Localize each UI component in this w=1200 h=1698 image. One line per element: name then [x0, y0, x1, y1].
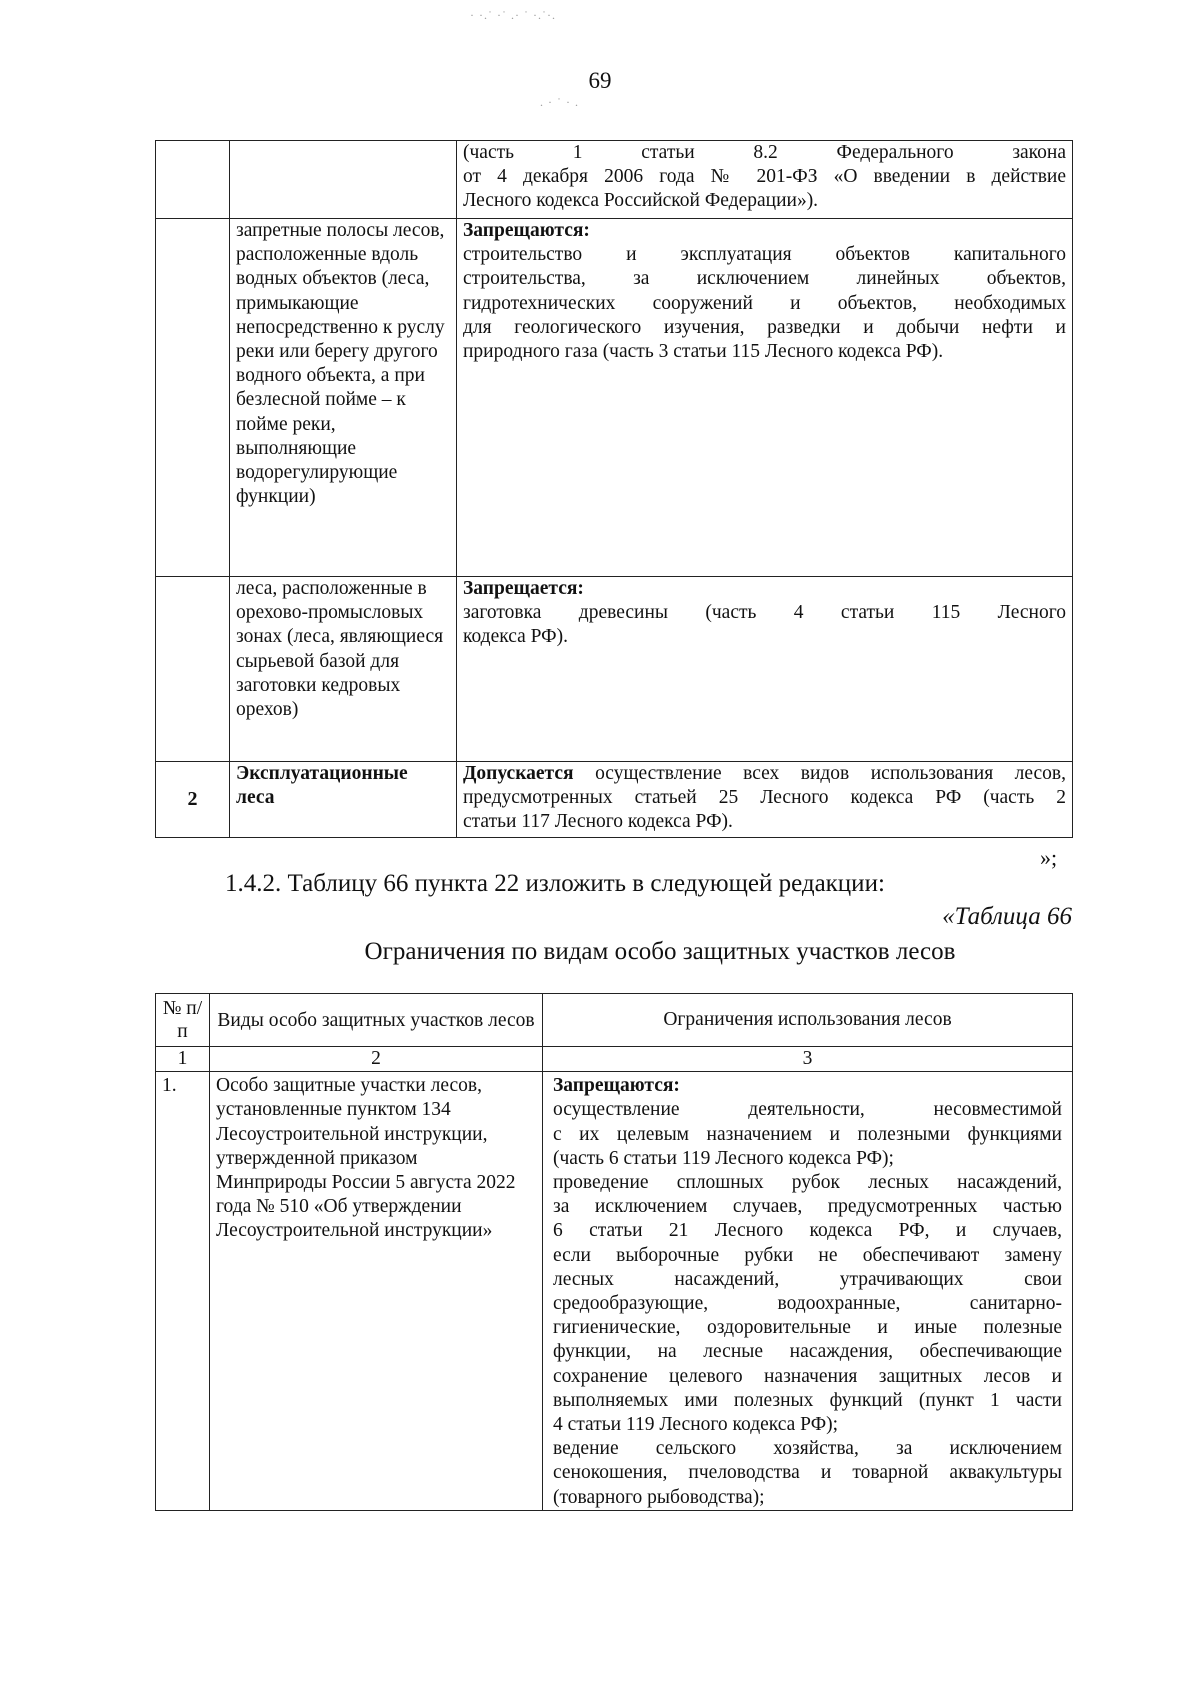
- page-number: 69: [588, 68, 612, 93]
- table-row: [156, 141, 1073, 219]
- text-line: заготовка древесины (часть 4 статьи 115 Лесного: [463, 602, 1066, 624]
- table-row: [156, 577, 1073, 762]
- column-index: 3: [543, 1047, 1073, 1072]
- text-line: за исключением случаев, предусмотренных частью: [553, 1196, 1062, 1218]
- row-number: 2: [156, 762, 230, 838]
- text-line: статьи 117 Лесного кодекса РФ).: [463, 811, 733, 833]
- text-fragment: осуществление всех видов использования лесов,: [595, 763, 1066, 784]
- text-line: сохранение целевого назначения защитных лесов и: [553, 1365, 1062, 1387]
- forest-type: Эксплуатационные леса: [230, 762, 457, 838]
- table-caption: «Таблица 66: [942, 903, 1072, 930]
- restriction-label: Запрещаются:: [463, 220, 590, 241]
- text-line: [463, 762, 1066, 786]
- text-line: гидротехнических сооружений и объектов, необходимых: [463, 292, 1066, 314]
- special-protection-areas-table: [155, 993, 1073, 1511]
- forest-restrictions-table-continued: [155, 140, 1073, 838]
- text-line: гигиенические, оздоровительные и иные полезные: [553, 1317, 1062, 1339]
- column-index: 1: [156, 1047, 210, 1072]
- text-line: для геологического изучения, разведки и добычи нефти и: [463, 316, 1066, 338]
- column-header-type: Виды особо защитных участков лесов: [210, 994, 543, 1047]
- row-number: 1.: [156, 1072, 210, 1511]
- scan-noise: · ·.˙ ·˙ .· ˙ ·.˙·.: [470, 8, 556, 22]
- restriction-text: [543, 1072, 1073, 1511]
- table-row: [156, 1072, 1073, 1511]
- restriction-text: [457, 577, 1073, 762]
- restriction-label: Запрещаются:: [553, 1075, 680, 1097]
- scan-noise: . · ˙ · .: [540, 95, 579, 109]
- text-line: от 4 декабря 2006 года № 201-ФЗ «О введении в действие: [463, 166, 1066, 188]
- text-line: осуществление деятельности, несовместимой: [553, 1099, 1062, 1121]
- forest-type: [230, 141, 457, 219]
- text-line: строительство и эксплуатация объектов капитального: [463, 244, 1066, 266]
- closing-quote: »;: [1040, 845, 1058, 870]
- text-line: ведение сельского хозяйства, за исключением: [553, 1438, 1062, 1460]
- text-line: сенокошения, пчеловодства и товарной аквакультуры: [553, 1462, 1062, 1484]
- text-line: средообразующие, водоохранные, санитарно-: [553, 1293, 1062, 1315]
- table-row: [156, 219, 1073, 577]
- protection-area-type: Особо защитные участки лесов, установленные пунктом 134 Лесоустроительной инструкции, утвержденной приказом Минприроды России 5 августа 2022 года № 510 «Об утверждении Лесоустроительной инструкции»: [210, 1072, 543, 1511]
- row-number: [156, 141, 230, 219]
- text-line: (часть 1 статьи 8.2 Федерального закона: [463, 142, 1066, 163]
- restriction-label: Допускается: [463, 763, 574, 784]
- restriction-label: Запрещается:: [463, 578, 584, 599]
- text-line: если выборочные рубки не обеспечивают замену: [553, 1244, 1062, 1266]
- text-line: природного газа (часть 3 статьи 115 Лесного кодекса РФ).: [463, 341, 944, 363]
- row-number: [156, 219, 230, 577]
- restriction-text: [457, 762, 1073, 838]
- restriction-text: [457, 219, 1073, 577]
- text-line: функции, на лесные насаждения, обеспечивающие: [553, 1341, 1062, 1363]
- text-line: предусмотренных статьей 25 Лесного кодекса РФ (часть 2: [463, 787, 1066, 809]
- table-title: Ограничения по видам особо защитных участков лесов: [364, 938, 956, 965]
- text-line: выполняемых ими полезных функций (пункт 1 части: [553, 1389, 1062, 1411]
- forest-type: запретные полосы лесов, расположенные вдоль водных объектов (леса, примыкающие непосредственно к руслу реки или берегу другого водного объекта, а при безлесной пойме – к пойме реки, выполняющие водорегулирующие функции): [230, 219, 457, 577]
- text-line: (товарного рыбоводства);: [553, 1486, 765, 1508]
- text-line: строительства, за исключением линейных объектов,: [463, 268, 1066, 290]
- text-line: кодекса РФ).: [463, 626, 568, 648]
- table-row: [156, 762, 1073, 838]
- text-line: 6 статьи 21 Лесного кодекса РФ, и случаев,: [553, 1220, 1062, 1242]
- column-header-restrictions: Ограничения использования лесов: [543, 994, 1073, 1047]
- section-heading: 1.4.2. Таблицу 66 пункта 22 изложить в следующей редакции:: [225, 870, 885, 897]
- forest-type: леса, расположенные в орехово-промысловых зонах (леса, являющиеся сырьевой базой для заготовки кедровых орехов): [230, 577, 457, 762]
- text-line: проведение сплошных рубок лесных насаждений,: [553, 1172, 1062, 1194]
- restriction-text: [457, 141, 1073, 219]
- column-header-number: № п/п: [156, 994, 210, 1047]
- text-line: 4 статьи 119 Лесного кодекса РФ);: [553, 1414, 839, 1436]
- text-line: лесных насаждений, утрачивающих свои: [553, 1268, 1062, 1290]
- column-index: 2: [210, 1047, 543, 1072]
- table-header-row: [156, 994, 1073, 1047]
- row-number: [156, 577, 230, 762]
- column-index-row: [156, 1047, 1073, 1072]
- text-line: (часть 6 статьи 119 Лесного кодекса РФ);: [553, 1147, 894, 1169]
- text-line: Лесного кодекса Российской Федерации»).: [463, 190, 819, 212]
- text-line: с их целевым назначением и полезными функциями: [553, 1123, 1062, 1145]
